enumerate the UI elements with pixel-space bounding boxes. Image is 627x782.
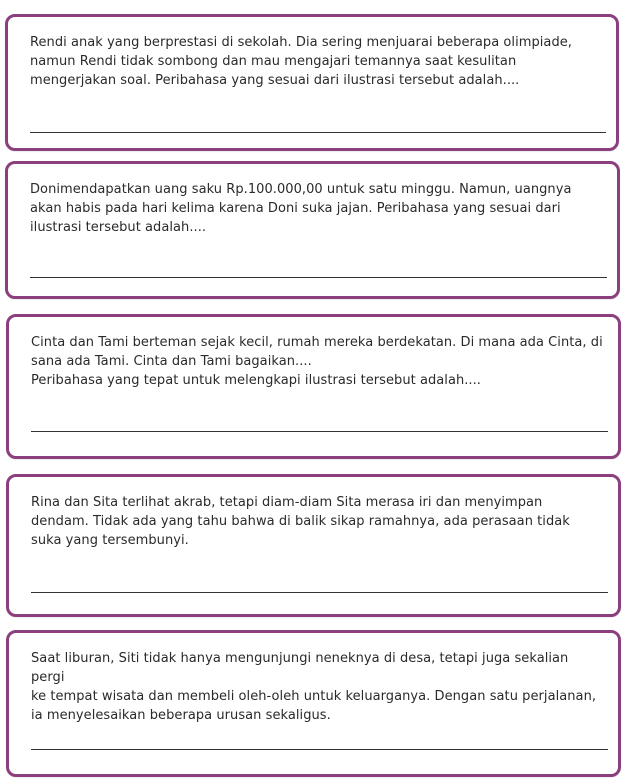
question-text-4	[31, 493, 604, 550]
question-5-line-1: Saat liburan, Siti tidak hanya mengunjungi neneknya di desa, tetapi juga sekalian pergi	[31, 651, 569, 685]
question-3-line-1: Cinta dan Tami berteman sejak kecil, rumah mereka berdekatan. Di mana ada Cinta, di	[31, 335, 603, 350]
answer-line-2[interactable]	[30, 277, 607, 278]
answer-line-1[interactable]	[30, 132, 606, 133]
question-2-line-1: Donimendapatkan uang saku Rp.100.000,00 untuk satu minggu. Namun, uangnya	[30, 182, 572, 197]
question-4-line-2: dendam. Tidak ada yang tahu bahwa di balik sikap ramahnya, ada perasaan tidak	[31, 514, 570, 529]
question-3-line-2: sana ada Tami. Cinta dan Tami bagaikan....	[31, 354, 312, 369]
answer-line-4[interactable]	[31, 592, 608, 593]
question-card-3	[6, 314, 621, 459]
question-4-line-1: Rina dan Sita terlihat akrab, tetapi diam-diam Sita merasa iri dan menyimpan	[31, 495, 543, 510]
question-1-line-3: mengerjakan soal. Peribahasa yang sesuai dari ilustrasi tersebut adalah....	[30, 73, 520, 88]
answer-line-3[interactable]	[31, 431, 608, 432]
question-card-4	[6, 474, 621, 617]
question-1-line-2: namun Rendi tidak sombong dan mau mengajari temannya saat kesulitan	[30, 54, 517, 69]
question-card-1	[5, 14, 619, 151]
question-card-5	[6, 630, 621, 777]
question-4-line-3: suka yang tersembunyi.	[31, 533, 189, 548]
question-3-line-3: Peribahasa yang tepat untuk melengkapi ilustrasi tersebut adalah....	[31, 373, 481, 388]
question-5-line-2: ke tempat wisata dan membeli oleh-oleh untuk keluarganya. Dengan satu perjalanan,	[31, 689, 597, 704]
question-2-line-2: akan habis pada hari kelima karena Doni suka jajan. Peribahasa yang sesuai dari	[30, 201, 561, 216]
question-text-2	[30, 180, 603, 237]
question-5-line-3: ia menyelesaikan beberapa urusan sekaligus.	[31, 708, 331, 723]
question-2-line-3: ilustrasi tersebut adalah....	[30, 220, 207, 235]
question-text-1	[30, 33, 602, 90]
question-text-3	[31, 333, 604, 390]
question-text-5	[31, 649, 604, 725]
question-1-line-1: Rendi anak yang berprestasi di sekolah. Dia sering menjuarai beberapa olimpiade,	[30, 35, 572, 50]
question-card-2	[5, 161, 620, 299]
answer-line-5[interactable]	[31, 749, 608, 750]
